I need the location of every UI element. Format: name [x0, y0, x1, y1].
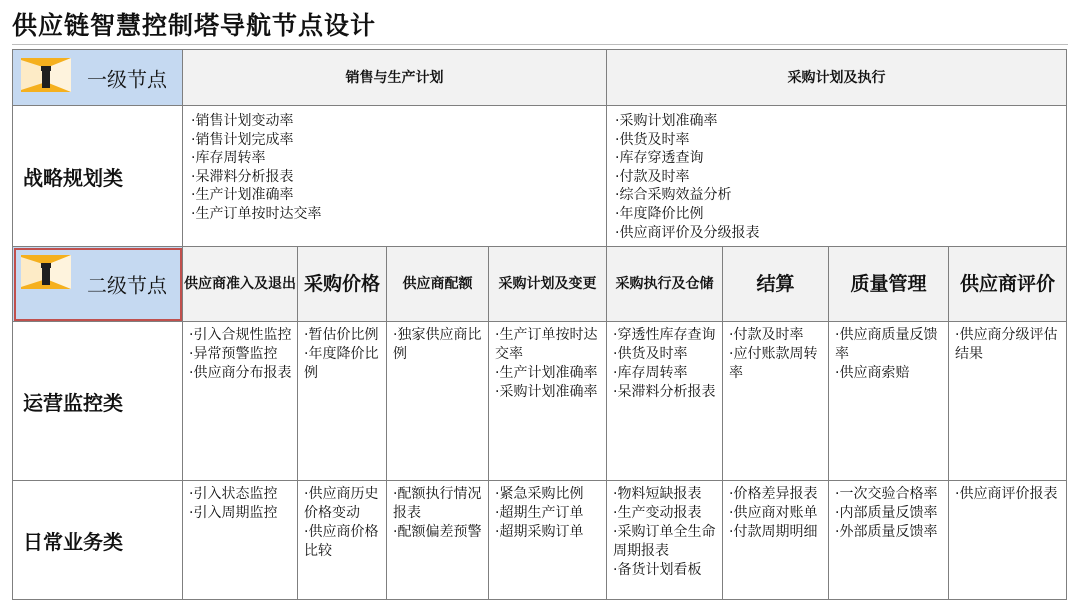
metric-item: · 年度降价比例 [304, 345, 383, 383]
metric-item: · 采购订单全生命周期报表 [613, 523, 719, 561]
level1-node-cell [13, 50, 183, 106]
metric-item: · 付款及时率 [729, 326, 825, 345]
ops-cell [829, 322, 949, 481]
metric-item: · 供应商评价报表 [955, 485, 1063, 504]
metric-item: · 销售计划变动率 [191, 112, 602, 131]
daily-cell [183, 481, 298, 600]
metric-item: · 配额偏差预警 [393, 523, 485, 542]
metric-item: · 超期生产订单 [495, 504, 603, 523]
ops-cell [607, 322, 723, 481]
level2-col-plan-change: 采购计划及变更 [489, 247, 607, 322]
strategy-row [13, 106, 1067, 247]
row-label-strategy: 战略规划类 [13, 106, 183, 247]
lighthouse-flag-icon [21, 58, 71, 92]
metric-item: · 供应商质量反馈率 [835, 326, 945, 364]
metric-item: · 引入状态监控 [189, 485, 294, 504]
metric-item: · 供应商评价及分级报表 [615, 224, 1062, 243]
metric-item: · 库存穿透查询 [615, 149, 1062, 168]
metric-item: · 库存周转率 [191, 149, 602, 168]
metric-item: · 供应商分级评估结果 [955, 326, 1063, 364]
level2-col-quality: 质量管理 [829, 247, 949, 322]
metric-item: · 呆滞料分析报表 [613, 383, 719, 402]
metric-item: · 应付账款周转率 [729, 345, 825, 383]
level2-col-supplier-eval: 供应商评价 [949, 247, 1067, 322]
level2-header-row [13, 247, 1067, 322]
row-label-ops: 运营监控类 [13, 322, 183, 481]
metric-item: · 付款周期明细 [729, 523, 825, 542]
metric-item: · 价格差异报表 [729, 485, 825, 504]
ops-cell [183, 322, 298, 481]
level2-col-settlement: 结算 [723, 247, 829, 322]
daily-cell [829, 481, 949, 600]
metric-item: · 引入周期监控 [189, 504, 294, 523]
level1-node-label: 一级节点 [87, 67, 167, 91]
daily-cell [298, 481, 387, 600]
ops-row [13, 322, 1067, 481]
daily-cell [607, 481, 723, 600]
level1-col-sales: 销售与生产计划 [183, 50, 607, 106]
ops-cell [723, 322, 829, 481]
strategy-purchase-cell [607, 106, 1067, 247]
metric-item: · 生产订单按时达交率 [495, 326, 603, 364]
ops-cell [387, 322, 489, 481]
metric-item: · 物料短缺报表 [613, 485, 719, 504]
strategy-purchase-list [607, 106, 1066, 242]
metric-item: · 供货及时率 [615, 131, 1062, 150]
metric-item: · 配额执行情况报表 [393, 485, 485, 523]
daily-cell [489, 481, 607, 600]
metric-item: · 外部质量反馈率 [835, 523, 945, 542]
level1-col-purchase: 采购计划及执行 [607, 50, 1067, 106]
ops-cell [489, 322, 607, 481]
strategy-sales-list [183, 106, 606, 224]
metric-item: · 备货计划看板 [613, 561, 719, 580]
level2-col-supplier-quota: 供应商配额 [387, 247, 489, 322]
metric-item: · 生产计划准确率 [495, 364, 603, 383]
metric-item: · 生产变动报表 [613, 504, 719, 523]
daily-row [13, 481, 1067, 600]
daily-cell [723, 481, 829, 600]
metric-item: · 供应商索赔 [835, 364, 945, 383]
title-underline [12, 44, 1068, 45]
metric-item: · 超期采购订单 [495, 523, 603, 542]
metric-item: · 暂估价比例 [304, 326, 383, 345]
metric-item: · 采购计划准确率 [615, 112, 1062, 131]
metric-item: · 供货及时率 [613, 345, 719, 364]
metric-item: · 独家供应商比例 [393, 326, 485, 364]
daily-cell [387, 481, 489, 600]
metric-item: · 穿透性库存查询 [613, 326, 719, 345]
row-label-daily: 日常业务类 [13, 481, 183, 600]
metric-item: · 供应商分布报表 [189, 364, 294, 383]
daily-cell [949, 481, 1067, 600]
strategy-sales-cell [183, 106, 607, 247]
metric-item: · 库存周转率 [613, 364, 719, 383]
metric-item: · 紧急采购比例 [495, 485, 603, 504]
page-title: 供应链智慧控制塔导航节点设计 [12, 11, 377, 40]
metric-item: · 供应商价格比较 [304, 523, 383, 561]
metric-item: · 引入合规性监控 [189, 326, 294, 345]
node-design-table [12, 49, 1067, 600]
metric-item: · 内部质量反馈率 [835, 504, 945, 523]
metric-item: · 销售计划完成率 [191, 131, 602, 150]
ops-cell [949, 322, 1067, 481]
metric-item: · 综合采购效益分析 [615, 186, 1062, 205]
metric-item: · 付款及时率 [615, 168, 1062, 187]
metric-item: · 供应商对账单 [729, 504, 825, 523]
metric-item: · 供应商历史价格变动 [304, 485, 383, 523]
metric-item: · 异常预警监控 [189, 345, 294, 364]
level1-header-row [13, 50, 1067, 106]
level2-col-exec-storage: 采购执行及仓储 [607, 247, 723, 322]
metric-item: · 一次交验合格率 [835, 485, 945, 504]
ops-cell [298, 322, 387, 481]
level2-node-label: 二级节点 [87, 273, 167, 298]
metric-item: · 呆滞料分析报表 [191, 168, 602, 187]
metric-item: · 生产计划准确率 [191, 186, 602, 205]
lighthouse-flag-icon [21, 255, 71, 289]
metric-item: · 生产订单按时达交率 [191, 205, 602, 224]
level2-col-purchase-price: 采购价格 [298, 247, 387, 322]
metric-item: · 年度降价比例 [615, 205, 1062, 224]
level2-node-cell [13, 247, 183, 322]
metric-item: · 采购计划准确率 [495, 383, 603, 402]
level2-col-supplier-access: 供应商准入及退出 [183, 247, 298, 322]
